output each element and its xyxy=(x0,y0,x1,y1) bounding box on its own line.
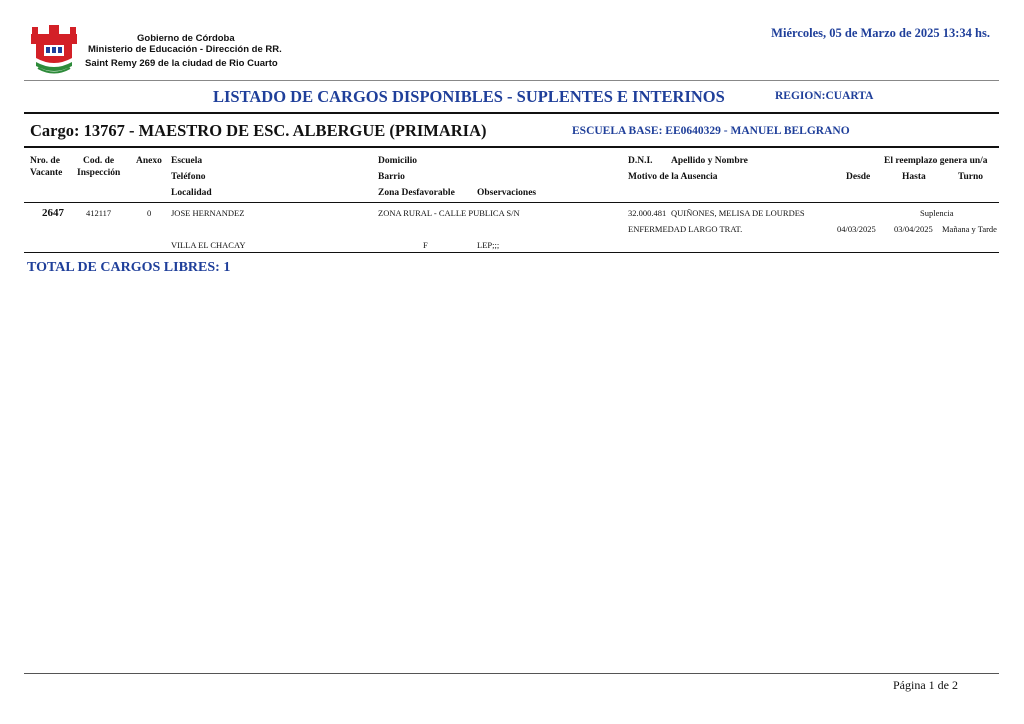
cell-nro-vacante: 2647 xyxy=(42,207,64,219)
total-cargos-libres: TOTAL DE CARGOS LIBRES: 1 xyxy=(27,260,231,275)
gov-line-1: Gobierno de Córdoba xyxy=(137,33,235,44)
cell-cod-inspeccion: 412117 xyxy=(86,208,112,218)
cargo-heading: Cargo: 13767 - MAESTRO DE ESC. ALBERGUE (PRIMARIA) xyxy=(30,121,487,140)
col-nro-vacante-2: Vacante xyxy=(30,168,63,178)
gov-line-2: Ministerio de Educación - Dirección de RR. xyxy=(88,44,282,55)
col-hasta: Hasta xyxy=(902,172,926,182)
cell-observaciones: LEP;;; xyxy=(477,240,500,250)
cell-domicilio: ZONA RURAL - CALLE PUBLICA S/N xyxy=(378,208,520,218)
report-title: LISTADO DE CARGOS DISPONIBLES - SUPLENTES E INTERINOS xyxy=(213,87,725,106)
cell-turno: Mañana y Tarde xyxy=(942,224,997,234)
cell-reemplazo: Suplencia xyxy=(920,208,954,218)
col-barrio: Barrio xyxy=(378,172,405,182)
title-divider xyxy=(24,112,999,114)
col-domicilio: Domicilio xyxy=(378,156,418,166)
escuela-base-label: ESCUELA BASE: EE0640329 - MANUEL BELGRANO xyxy=(572,125,850,137)
col-nro-vacante-1: Nro. de xyxy=(30,156,60,166)
cell-zona: F xyxy=(423,240,428,250)
cargo-divider xyxy=(24,146,999,148)
cell-motivo: ENFERMEDAD LARGO TRAT. xyxy=(628,224,743,234)
cell-hasta: 03/04/2025 xyxy=(894,224,933,234)
col-telefono: Teléfono xyxy=(171,172,206,182)
col-cod-inspeccion-1: Cod. de xyxy=(83,156,115,166)
page-number: Página 1 de 2 xyxy=(893,678,958,692)
col-motivo-ausencia: Motivo de la Ausencia xyxy=(628,172,718,182)
cell-escuela: JOSE HERNANDEZ xyxy=(171,208,245,218)
col-turno: Turno xyxy=(958,172,983,182)
col-reemplazo: El reemplazo genera un/a xyxy=(884,156,988,166)
col-cod-inspeccion-2: Inspección xyxy=(77,168,121,178)
col-dni: D.N.I. xyxy=(628,156,653,166)
cell-desde: 04/03/2025 xyxy=(837,224,876,234)
col-anexo: Anexo xyxy=(136,156,162,166)
region-label: REGION:CUARTA xyxy=(775,90,874,102)
row-divider xyxy=(24,252,999,253)
col-zona-desfavorable: Zona Desfavorable xyxy=(378,188,455,198)
gov-line-3: Saint Remy 269 de la ciudad de Rio Cuarto xyxy=(85,58,278,69)
cordoba-coat-of-arms-logo xyxy=(28,24,80,78)
cell-dni: 32.000.481 xyxy=(628,208,667,218)
cell-anexo: 0 xyxy=(147,208,152,218)
report-date: Miércoles, 05 de Marzo de 2025 13:34 hs. xyxy=(771,26,990,40)
col-desde: Desde xyxy=(846,172,871,182)
col-observaciones: Observaciones xyxy=(477,188,537,198)
header-row-divider xyxy=(24,202,999,203)
cell-apellido-nombre: QUIÑONES, MELISA DE LOURDES xyxy=(671,208,805,218)
cell-localidad: VILLA EL CHACAY xyxy=(171,240,246,250)
col-escuela: Escuela xyxy=(171,156,203,166)
col-apellido-nombre: Apellido y Nombre xyxy=(671,156,748,166)
header-divider xyxy=(24,80,999,81)
col-localidad: Localidad xyxy=(171,188,212,198)
footer-divider xyxy=(24,673,999,674)
